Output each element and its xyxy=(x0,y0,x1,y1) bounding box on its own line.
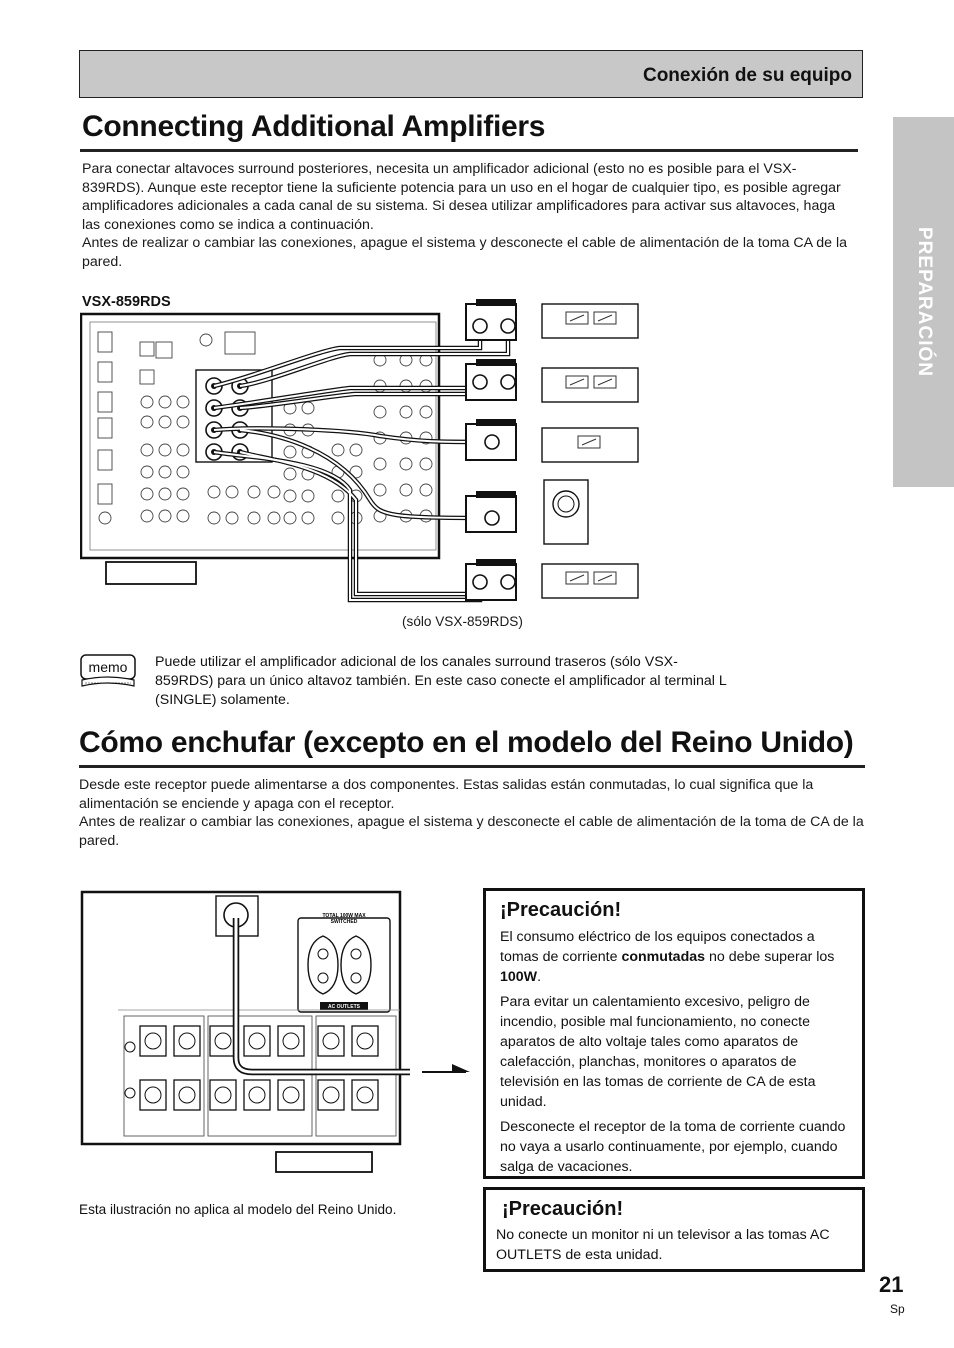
amplifier-units xyxy=(542,304,638,598)
page-number: 21 xyxy=(879,1272,904,1297)
caution-box-2 xyxy=(483,1187,865,1272)
caution-title: ¡Precaución! xyxy=(500,899,622,921)
section1-heading: Connecting Additional Amplifiers xyxy=(82,110,546,143)
section1-paragraph1: Para conectar altavoces surround posteriores, necesita un amplificador adicional (esto no es posible para el VSX-839RDS). Aunque este receptor tiene la suficiente potencia para un uso en el hogar de cualquier tipo, es posible agregar amplificadores adicionales a cada canal de su sistema. Si desea utilizar amplificadores para activar sus altavoces, haga las conexiones como se indica a continuación. xyxy=(82,161,841,233)
caution-body xyxy=(500,927,852,1182)
model-label: VSX-859RDS xyxy=(82,294,171,310)
section2-paragraph2: Antes de realizar o cambiar las conexiones, apague el sistema y desconecte el cable de alimentación de la toma de CA de la pared. xyxy=(79,814,864,849)
memo-text: Puede utilizar el amplificador adicional de los canales surround traseros (sólo VSX-859RDS) para un único altavoz también. En este caso conecte el amplificador al terminal L (SINGLE) solamente. xyxy=(155,654,727,708)
section2-paragraph1: Desde este receptor puede alimentarse a dos componentes. Estas salidas están conmutadas, lo cual significa que la alimentación se enciende y apaga con el receptor. xyxy=(79,777,814,812)
ac-outlet-diagram xyxy=(80,890,480,1175)
caution-paragraph-3: Desconecte el receptor de la toma de corriente cuando no vaya a usarlo continuamente, por ejemplo, cuando salga de vacaciones. xyxy=(500,1119,846,1175)
caution-paragraph-2: Para evitar un calentamiento excesivo, peligro de incendio, posible mal funcionamiento, no conecte aparatos de alto voltaje tales como aparatos de calefacción, planchas, monitores o aparatos de televisión en las tomas de corriente de CA de esta unidad. xyxy=(500,994,816,1110)
receiver-foot xyxy=(106,562,196,584)
caution-title: ¡Precaución! xyxy=(502,1198,624,1220)
section2-heading: Cómo enchufar (excepto en el modelo del Reino Unido) xyxy=(79,726,854,759)
svg-text:TOTAL 100W MAX: TOTAL 100W MAX xyxy=(322,913,366,919)
illustration-note: Esta ilustración no aplica al modelo del Reino Unido. xyxy=(79,1202,397,1217)
svg-text:memo: memo xyxy=(88,659,128,675)
caution-paragraph-1: El consumo eléctrico de los equipos conectados a tomas de corriente conmutadas no debe superar los 100W. xyxy=(500,929,835,985)
diagram-caption: (sólo VSX-859RDS) xyxy=(402,614,523,629)
caution-box-1 xyxy=(483,888,865,1179)
section1-paragraph2: Antes de realizar o cambiar las conexiones, apague el sistema y desconecte el cable de alimentación de la toma CA de la pared. xyxy=(82,235,847,270)
receiver-foot xyxy=(276,1152,372,1172)
memo-icon xyxy=(80,654,136,688)
side-tab-label: PREPARACIÓN xyxy=(913,227,935,377)
section1-intro xyxy=(82,160,852,272)
caution-body: No conecte un monitor ni un televisor a las tomas AC OUTLETS de esta unidad. xyxy=(496,1227,830,1263)
section-header-bar xyxy=(79,50,863,98)
svg-text:SWITCHED: SWITCHED xyxy=(330,919,358,925)
page-language: Sp xyxy=(890,1302,905,1316)
side-tab xyxy=(893,117,954,487)
amplifier-connection-diagram xyxy=(80,290,680,620)
section-title: Conexión de su equipo xyxy=(642,65,852,86)
heading-rule xyxy=(80,149,858,152)
svg-text:AC OUTLETS: AC OUTLETS xyxy=(328,1004,360,1010)
section2-intro xyxy=(79,776,865,850)
heading-rule xyxy=(79,765,865,768)
